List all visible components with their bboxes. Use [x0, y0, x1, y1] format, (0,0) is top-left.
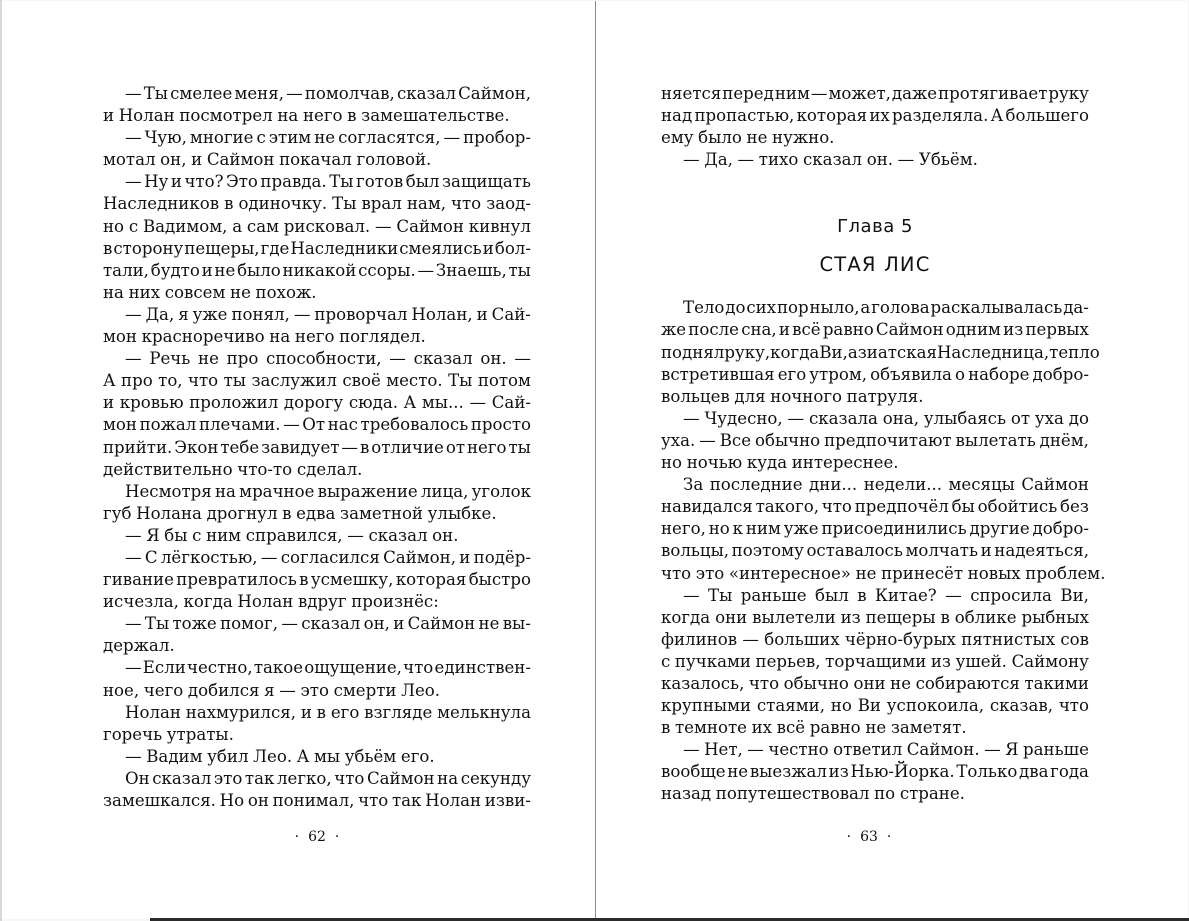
text-line: — Ты смелее меня, — помолчав, сказал Саймон, [125, 84, 531, 103]
text-line: — Да, — тихо сказал он. — Убьём. [683, 150, 978, 170]
text-line: в темноте их всё равно не заметят. [661, 718, 967, 738]
page-number-dot: · [846, 829, 852, 845]
text-line: исчезла, когда Нолан вдруг произнёс: [103, 592, 439, 612]
text-line: замешкался. Но он понимал, что так Нолан изви- [103, 791, 531, 810]
text-line: губ Нолана дрогнул в едва заметной улыбке. [103, 503, 497, 523]
text-line: — С лёгкостью, — согласился Саймон, и подёр- [125, 547, 531, 567]
text-line: в сторону пещеры, где Наследники смеялись и бол- [103, 238, 531, 258]
text-line: мотал он, и Саймон покачал головой. [103, 150, 432, 170]
text-line: — Да, я уже понял, — проворчал Нолан, и Сай- [125, 304, 531, 324]
text-line: — Ты тоже помог, — сказал он, и Саймон не вы- [125, 614, 531, 634]
text-line: поднял руку, когда Ви, азиатская Наследница, тепло [661, 342, 1100, 362]
text-line: назад попутешествовал по стране. [661, 784, 965, 804]
page-number-dot: · [334, 829, 340, 845]
text-line: филинов — больших чёрно-бурых пятнистых сов [661, 629, 1089, 649]
text-line: няется перед ним — может, даже протягивает руку [661, 84, 1089, 103]
text-line: когда они вылетели из пещеры в облике рыбных [661, 607, 1089, 627]
right-page-number [809, 829, 929, 845]
text-line: Тело до сих пор ныло, а голова раскалывалась да- [683, 298, 1089, 318]
text-line: крупными стаями, но Ви успокоила, сказав, что [661, 696, 1089, 716]
text-line: вольцев для ночного патруля. [661, 386, 924, 406]
text-line: уха. — Все обычно предпочитают вылетать днём, [661, 430, 1089, 450]
text-line: на них совсем не похож. [103, 282, 317, 302]
text-line: А про то, что ты заслужил своё место. Ты потом [103, 371, 531, 391]
text-line: навидался такого, что предпочёл бы обойтись без [661, 497, 1089, 517]
text-line: казалось, что обычно они не собираются такими [661, 673, 1089, 693]
text-line: но ночью куда интереснее. [661, 453, 899, 473]
text-line: — Чую, многие с этим не согласятся, — пробор- [125, 128, 531, 148]
right-page [596, 1, 1188, 919]
text-line: — Ты раньше был в Китае? — спросила Ви, [683, 585, 1089, 605]
text-line: действительно что-то сделал. [103, 459, 363, 479]
text-line: вольцы, поэтому оставалось молчать и надеяться, [661, 541, 1089, 561]
text-line: — Если честно, такое ощущение, что единствен- [125, 658, 531, 678]
text-line: ное, чего добился я — это смерти Лео. [103, 680, 441, 700]
text-line: тали, будто и не было никакой ссоры. — Знаешь, ты [103, 260, 531, 280]
left-page-number [257, 829, 377, 845]
text-line: встретившая его утром, объявила о наборе добро- [661, 364, 1089, 384]
chapter-body-text [661, 297, 1106, 805]
text-line: — Речь не про способности, — сказал он. — [125, 349, 531, 369]
text-line: горечь утраты. [103, 724, 234, 744]
text-line: — Я бы с ним справился, — сказал он. [125, 525, 459, 545]
text-line: ему было не нужно. [661, 128, 835, 148]
left-page [2, 1, 596, 919]
text-line: держал. [103, 636, 175, 656]
text-line: гивание превратилось в усмешку, которая быстро [103, 570, 531, 590]
text-line: Нолан нахмурился, и в его взгляде мелькнула [125, 702, 531, 722]
text-line: с пучками перьев, торчащими из ушей. Саймону [661, 651, 1089, 671]
text-line: — Вадим убил Лео. А мы убьём его. [125, 746, 435, 766]
text-line: — Ну и что? Это правда. Ты готов был защищать [125, 172, 531, 192]
chapter-title: СТАЯ ЛИС [819, 253, 931, 277]
text-line: — Чудесно, — сказала она, улыбаясь от уха до [683, 408, 1089, 428]
chapter-number: Глава 5 [837, 216, 913, 238]
text-line: Он сказал это так легко, что Саймон на секунду [125, 768, 531, 788]
page-number-value: 62 [308, 829, 326, 845]
chapter-end-text [661, 83, 1089, 171]
page-number-value: 63 [860, 829, 878, 845]
text-line: него, но к ним уже присоединились другие добро- [661, 519, 1089, 539]
left-page-text [103, 83, 531, 812]
text-line: вообще не выезжал из Нью-Йорка. Только два года [661, 762, 1089, 782]
text-line: и кровью проложил дорогу сюда. А мы... — Сай- [103, 393, 531, 413]
text-line: — Нет, — честно ответил Саймон. — Я раньше [683, 740, 1089, 760]
text-line: За последние дни... недели... месяцы Саймон [683, 475, 1089, 495]
text-line: же после сна, и всё равно Саймон одним из первых [661, 320, 1089, 340]
page-number-dot: · [294, 829, 300, 845]
text-line: Несмотря на мрачное выражение лица, уголок [125, 481, 531, 501]
text-line: Наследников в одиночку. Ты врал нам, что заод- [103, 194, 531, 214]
text-line: мон пожал плечами. — От нас требовалось просто [103, 415, 531, 435]
text-line: что это «интересное» не принесёт новых проблем. [661, 563, 1106, 583]
text-line: мон красноречиво на него поглядел. [103, 327, 426, 347]
right-page-text [661, 83, 1106, 806]
page-number-dot: · [886, 829, 892, 845]
text-line: но с Вадимом, а сам рисковал. — Саймон кивнул [103, 216, 531, 236]
text-line: и Нолан посмотрел на него в замешательстве. [103, 106, 510, 126]
text-line: над пропастью, которая их разделяла. А большего [661, 106, 1089, 126]
text-line: прийти. Экон тебе завидует — в отличие от него ты [103, 437, 531, 457]
